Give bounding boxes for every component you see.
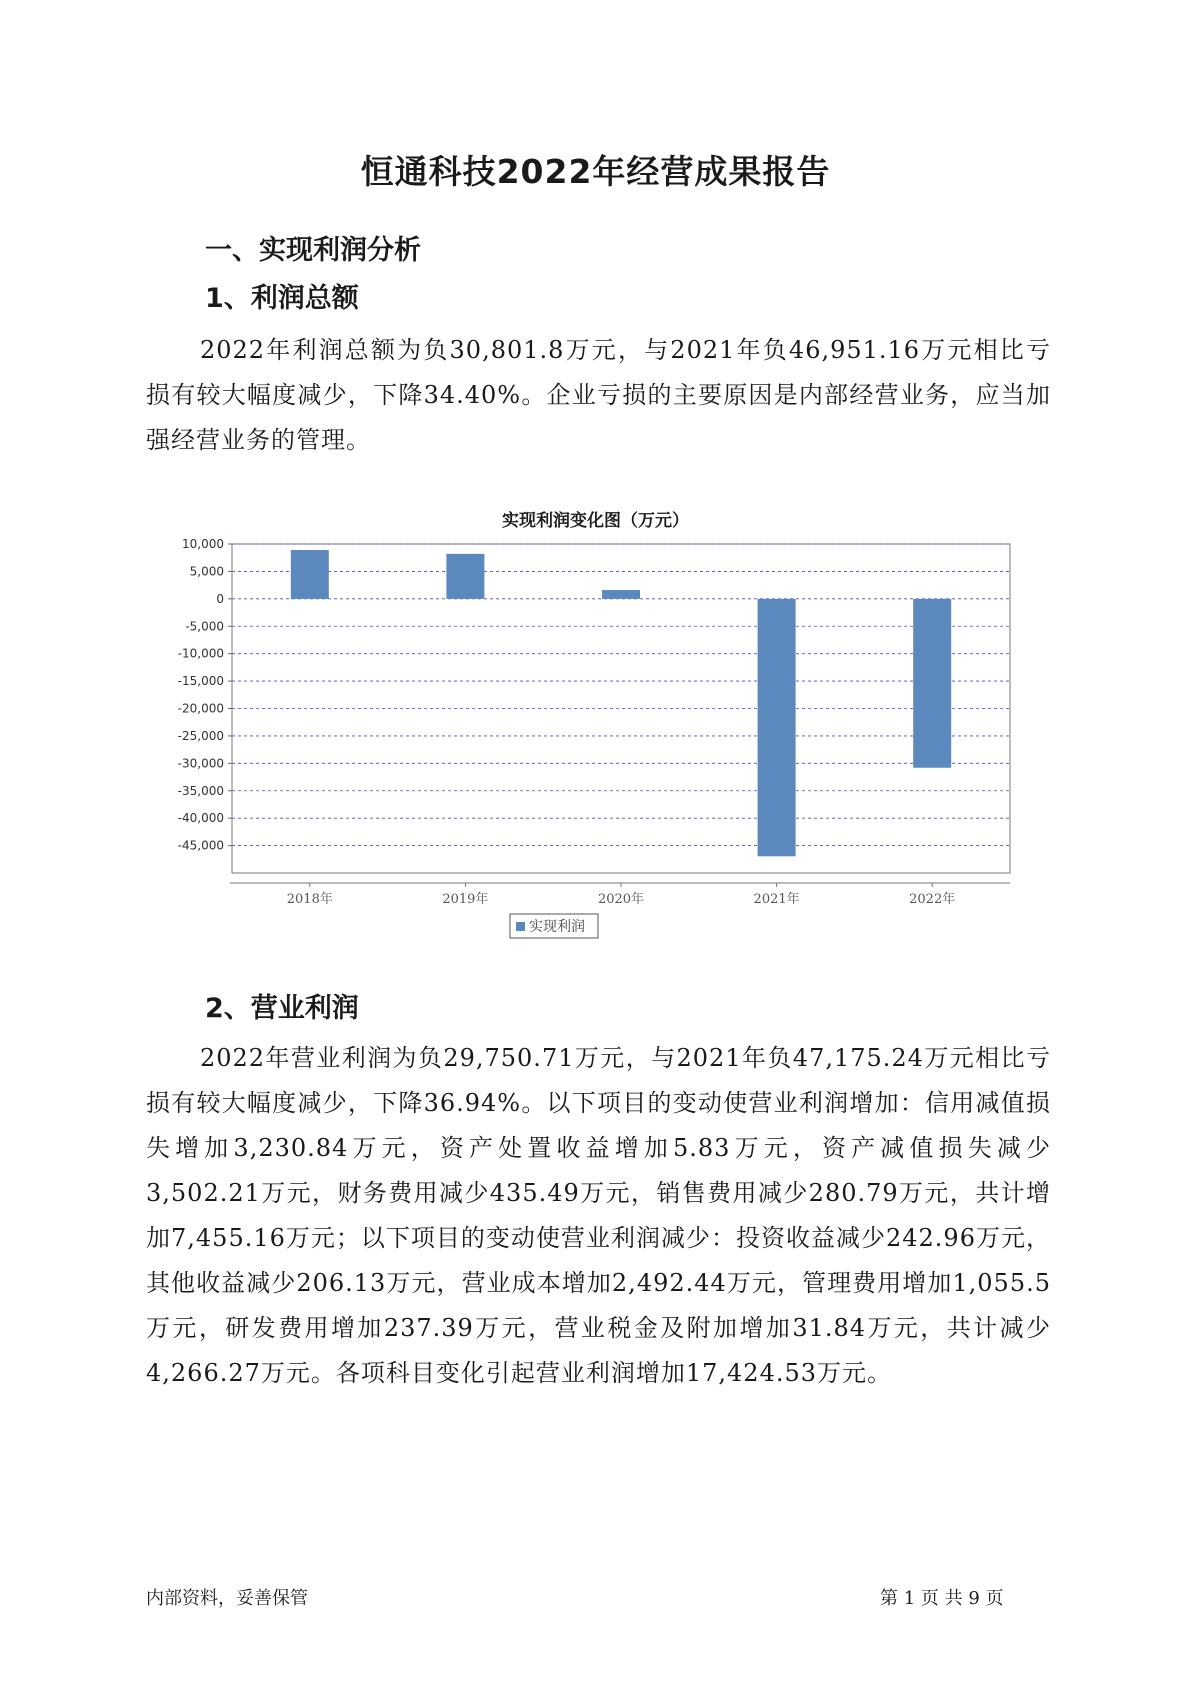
legend-swatch — [516, 922, 525, 931]
y-tick-label: 5,000 — [189, 564, 224, 579]
operating-profit-paragraph: 2022年营业利润为负29,750.71万元，与2021年负47,175.24万元相比亏损有较大幅度减少，下降36.94%。以下项目的变动使营业利润增加：信用减值损失增加3,230.84万元，资产处置收益增加5.83万元，资产减值损失减少3,502.21万元，财务费用减少435.49万元，销售费用减少280.79万元，共计增加7,455.16万元；以下项目的变动使营业利润减少：投资收益减少242.96万元，其他收益减少206.13万元，营业成本增加2,492.44万元，管理费用增加1,055.5万元，研发费用增加237.39万元，营业税金及附加增加31.84万元，共计减少4,266.27万元。各项科目变化引起营业利润增加17,424.53万元。 — [146, 1044, 1051, 1387]
bar-2 — [446, 554, 484, 599]
y-tick-label: -45,000 — [177, 838, 224, 853]
report-title: 恒通科技2022年经营成果报告 — [360, 152, 831, 191]
chart-title: 实现利润变化图（万元） — [502, 511, 689, 531]
y-tick-label: -25,000 — [177, 728, 224, 743]
y-tick-label: -30,000 — [177, 756, 224, 771]
y-tick-label: -10,000 — [177, 646, 224, 661]
subsection-heading-operating-profit: 2、营业利润 — [205, 993, 359, 1024]
x-tick-label: 2019年 — [442, 892, 489, 907]
footer-confidential-note: 内部资料，妥善保管 — [146, 1588, 308, 1609]
bar-5 — [913, 599, 951, 768]
bar-4 — [758, 599, 796, 856]
y-tick-label: -15,000 — [177, 674, 224, 689]
y-tick-label: 10,000 — [182, 537, 224, 551]
profit-bar-chart — [150, 530, 1030, 970]
x-tick-label: 2021年 — [753, 892, 800, 907]
bar-1 — [291, 550, 329, 599]
y-tick-label: -5,000 — [185, 619, 224, 634]
x-tick-label: 2022年 — [909, 892, 956, 907]
x-tick-label: 2020年 — [597, 892, 645, 907]
x-tick-label: 2018年 — [286, 892, 333, 907]
total-profit-paragraph: 2022年利润总额为负30,801.8万元，与2021年负46,951.16万元相比亏损有较大幅度减少，下降34.40%。企业亏损的主要原因是内部经营业务，应当加强经营业务的管理。 — [146, 336, 1051, 454]
y-tick-label: -40,000 — [177, 811, 224, 826]
footer-page-number: 第 1 页 共 9 页 — [880, 1588, 1004, 1609]
subsection-heading-total-profit: 1、利润总额 — [205, 283, 359, 314]
bar-3 — [602, 590, 640, 599]
y-tick-label: 0 — [216, 591, 224, 606]
y-tick-label: -35,000 — [177, 783, 224, 798]
y-tick-label: -20,000 — [177, 701, 224, 716]
section-heading-profit-analysis: 一、实现利润分析 — [205, 235, 421, 266]
legend-label: 实现利润 — [529, 919, 585, 935]
